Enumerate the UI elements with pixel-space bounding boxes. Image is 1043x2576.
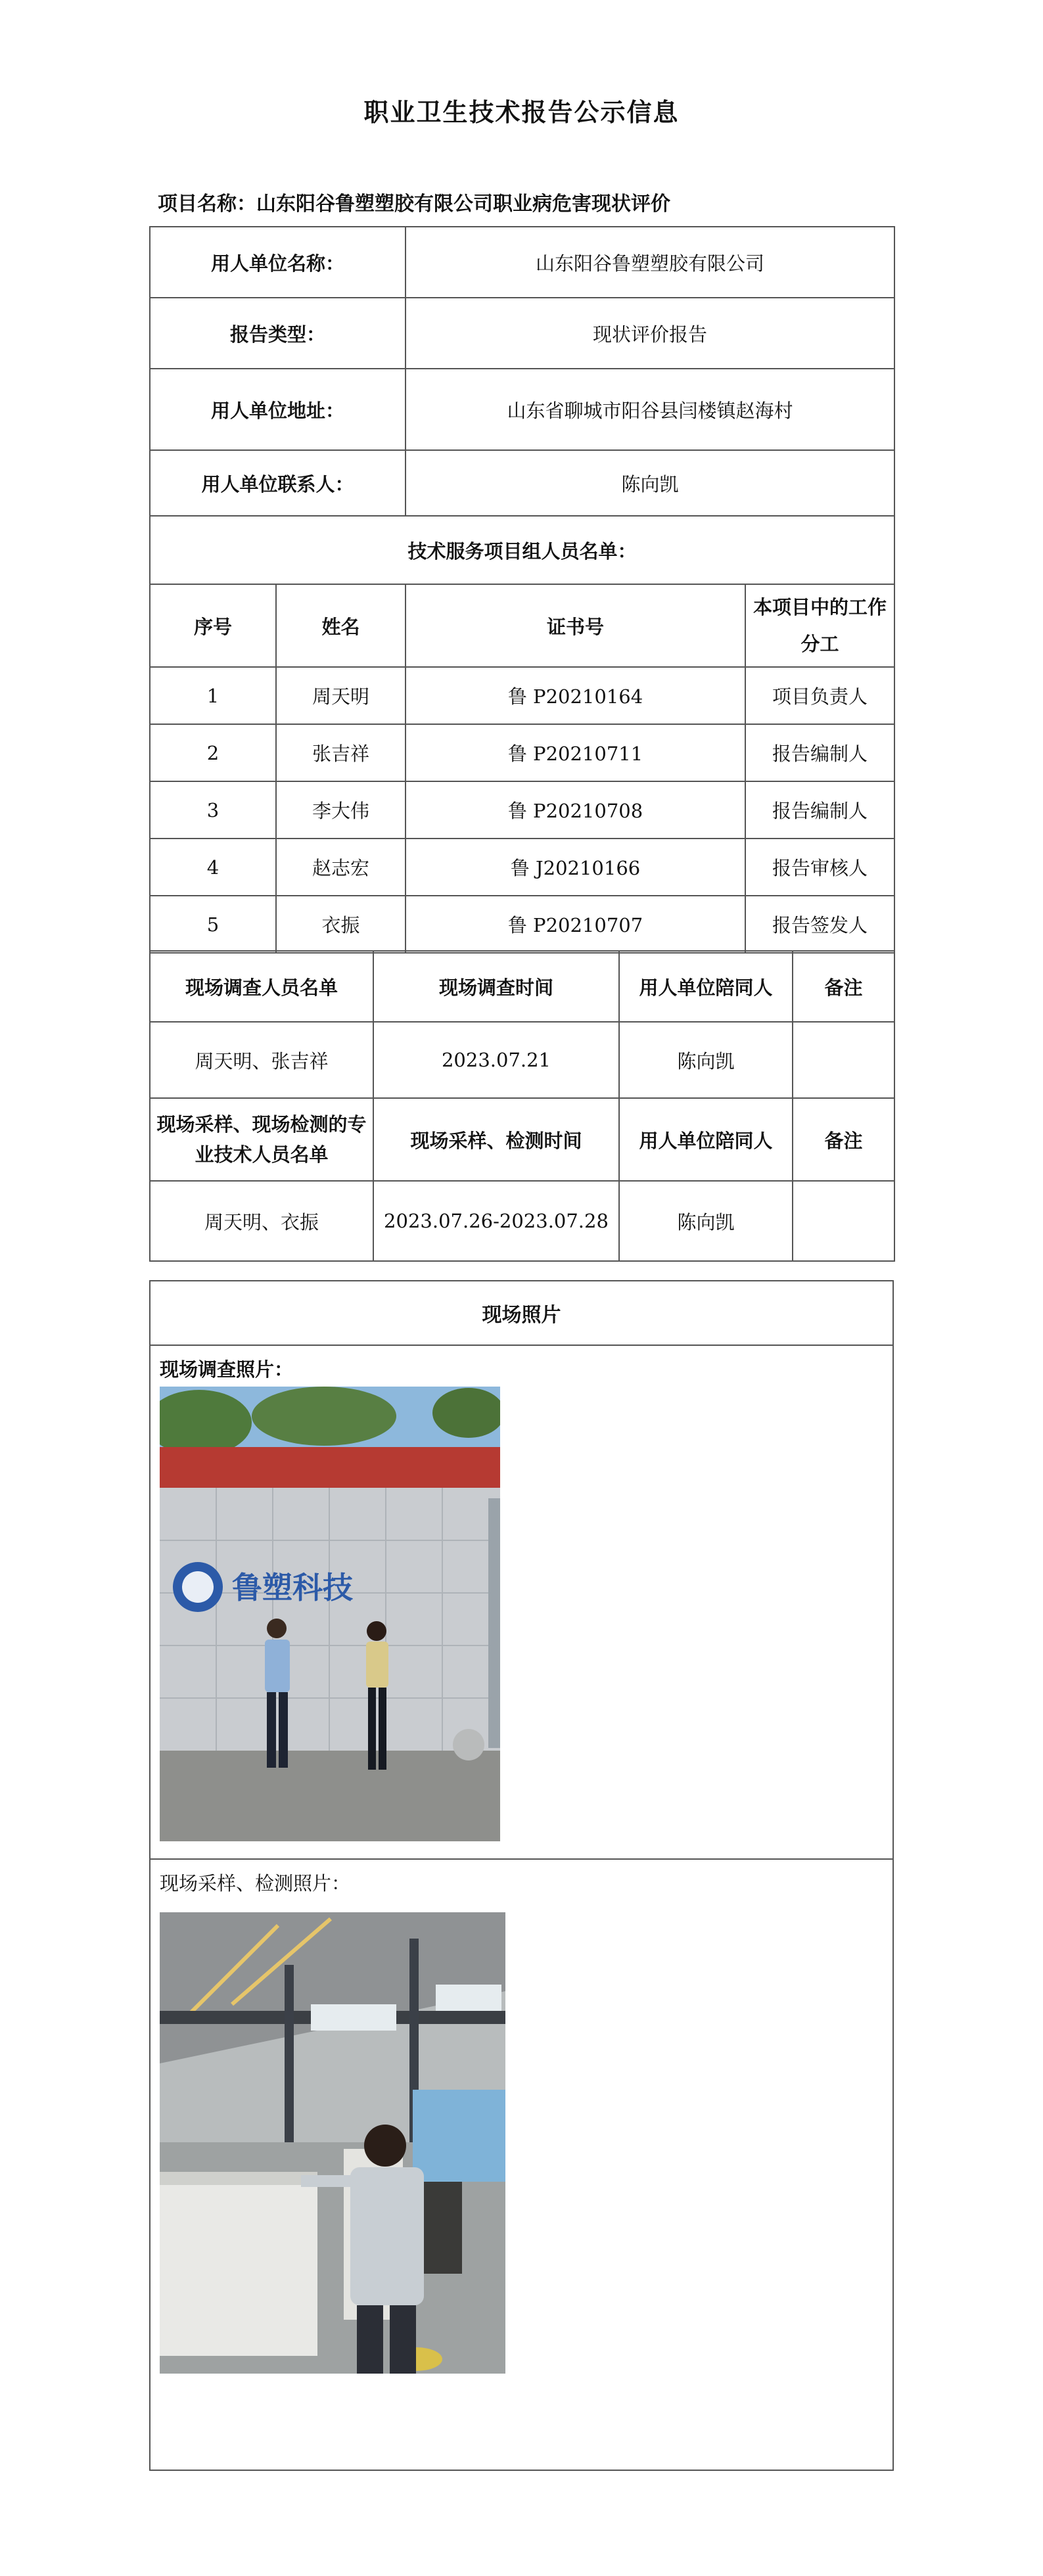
employer-name: 山东阳谷鲁塑塑胶有限公司 (406, 227, 894, 298)
table-row (150, 1022, 894, 1098)
sign-logo-text: 鲁塑科技 (232, 1571, 353, 1605)
team-no: 4 (150, 839, 276, 896)
sampling-header-staff: 现场采样、现场检测的专业技术人员名单 (150, 1098, 373, 1181)
table-row (150, 1181, 894, 1261)
team-role: 报告审核人 (745, 839, 894, 896)
team-header-no: 序号 (150, 584, 276, 667)
site-table (149, 950, 895, 1262)
survey-staff: 周天明、张吉祥 (150, 1022, 373, 1098)
sampling-photo-section (151, 1858, 892, 2470)
survey-remark (793, 1022, 894, 1098)
report-type-label: 报告类型： (150, 298, 406, 369)
survey-header-staff: 现场调查人员名单 (150, 951, 373, 1022)
table-row (150, 839, 894, 896)
team-role: 报告签发人 (745, 896, 894, 953)
project-name: 项目名称：山东阳谷鲁塑塑胶有限公司职业病危害现状评价 (158, 193, 670, 216)
team-header-name: 姓名 (276, 584, 406, 667)
survey-header-remark: 备注 (793, 951, 894, 1022)
team-cert: 鲁 P20210711 (406, 724, 745, 781)
team-no: 2 (150, 724, 276, 781)
team-role: 报告编制人 (745, 781, 894, 839)
employer-name-label: 用人单位名称： (150, 227, 406, 298)
page-title: 职业卫生技术报告公示信息 (363, 97, 680, 127)
address: 山东省聊城市阳谷县闫楼镇赵海村 (406, 369, 894, 450)
team-name: 赵志宏 (276, 839, 406, 896)
survey-header-escort: 用人单位陪同人 (619, 951, 793, 1022)
table-row (150, 781, 894, 839)
team-no: 1 (150, 667, 276, 724)
team-no: 5 (150, 896, 276, 953)
survey-escort: 陈向凯 (619, 1022, 793, 1098)
team-role: 项目负责人 (745, 667, 894, 724)
team-cert: 鲁 J20210166 (406, 839, 745, 896)
sampling-header-time: 现场采样、检测时间 (373, 1098, 619, 1181)
team-header-role: 本项目中的工作分工 (745, 584, 894, 667)
contact: 陈向凯 (406, 450, 894, 516)
report-type: 现状评价报告 (406, 298, 894, 369)
team-role: 报告编制人 (745, 724, 894, 781)
team-no: 3 (150, 781, 276, 839)
contact-label: 用人单位联系人： (150, 450, 406, 516)
team-cert: 鲁 P20210164 (406, 667, 745, 724)
team-name: 李大伟 (276, 781, 406, 839)
team-header-cert: 证书号 (406, 584, 745, 667)
site-photos-section (149, 1280, 894, 2471)
team-name: 衣振 (276, 896, 406, 953)
address-label: 用人单位地址： (150, 369, 406, 450)
team-cert: 鲁 P20210707 (406, 896, 745, 953)
sampling-photo-label: 现场采样、检测照片： (160, 1872, 351, 1895)
team-heading: 技术服务项目组人员名单： (150, 516, 894, 584)
sampling-header-remark: 备注 (793, 1098, 894, 1181)
survey-photo-section (151, 1345, 892, 1860)
sampling-photo (160, 1912, 505, 2374)
photos-heading: 现场照片 (151, 1281, 892, 1346)
sampling-time: 2023.07.26-2023.07.28 (373, 1181, 619, 1261)
table-row (150, 667, 894, 724)
survey-time: 2023.07.21 (373, 1022, 619, 1098)
sampling-header-escort: 用人单位陪同人 (619, 1098, 793, 1181)
table-row (150, 724, 894, 781)
info-table (149, 226, 895, 954)
survey-photo (160, 1387, 500, 1841)
team-name: 张吉祥 (276, 724, 406, 781)
sampling-escort: 陈向凯 (619, 1181, 793, 1261)
survey-header-time: 现场调查时间 (373, 951, 619, 1022)
table-row (150, 896, 894, 953)
team-name: 周天明 (276, 667, 406, 724)
survey-photo-label: 现场调查照片： (160, 1358, 294, 1381)
sampling-staff: 周天明、衣振 (150, 1181, 373, 1261)
sampling-remark (793, 1181, 894, 1261)
team-cert: 鲁 P20210708 (406, 781, 745, 839)
